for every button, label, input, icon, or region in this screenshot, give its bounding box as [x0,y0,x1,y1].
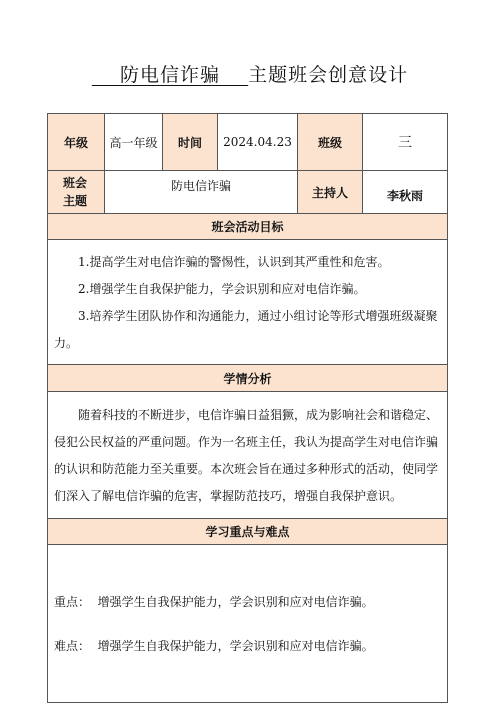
goal-item: 2.增强学生自我保护能力，学会识别和应对电信诈骗。 [78,282,366,296]
analysis-heading: 学情分析 [48,365,448,392]
plan-table [47,113,448,703]
keypoints-body [48,545,448,703]
grade-value: 高一年级 [105,114,163,171]
focus-text: 重点： 增强学生自我保护能力，学会识别和应对电信诈骗。 [54,594,374,609]
analysis-body-row [48,392,448,519]
time-value: 2024.04.23 [218,114,298,171]
analysis-body [48,392,448,519]
document-title [0,60,500,87]
goals-body [48,240,448,365]
grade-label: 年级 [48,114,105,171]
title-topic: 防电信诈骗 [119,64,220,86]
theme-label [48,171,105,214]
theme-label-line-1: 班会 [63,176,88,190]
goals-body-row [48,240,448,365]
goals-heading: 班会活动目标 [48,214,448,240]
class-value: 三 [363,114,448,171]
theme-value: 防电信诈骗 [105,171,298,214]
difficulty-text: 难点： 增强学生自我保护能力，学会识别和应对电信诈骗。 [54,638,374,653]
info-row-2 [48,171,448,214]
goals-heading-row [48,214,448,240]
info-row-1 [48,114,448,171]
analysis-text: 随着科技的不断进步，电信诈骗日益猖獗，成为影响社会和谐稳定、侵犯公民权益的严重问题。作为一名班主任，我认为提高学生对电信诈骗的认识和防范能力至关重要。本次班会旨在通过多种形式的活动，使同学们深入了解电信诈骗的危害，掌握防范技巧，增强自我保护意识。 [54,408,439,503]
theme-label-line-2: 主题 [63,194,88,208]
keypoints-body-row [48,545,448,703]
keypoints-heading: 学习重点与难点 [48,519,448,545]
goal-item: 1.提高学生对电信诈骗的警惕性，认识到其严重性和危害。 [78,255,390,269]
goal-item: 3.培养学生团队协作和沟通能力，通过小组讨论等形式增强班级凝聚力。 [54,309,438,350]
host-label: 主持人 [298,171,363,214]
time-label: 时间 [163,114,218,171]
class-label: 班级 [298,114,363,171]
title-underlined [92,64,248,86]
analysis-heading-row [48,365,448,392]
title-rest: 主题班会创意设计 [248,64,409,86]
host-value: 李秋雨 [363,171,448,214]
keypoints-heading-row [48,519,448,545]
